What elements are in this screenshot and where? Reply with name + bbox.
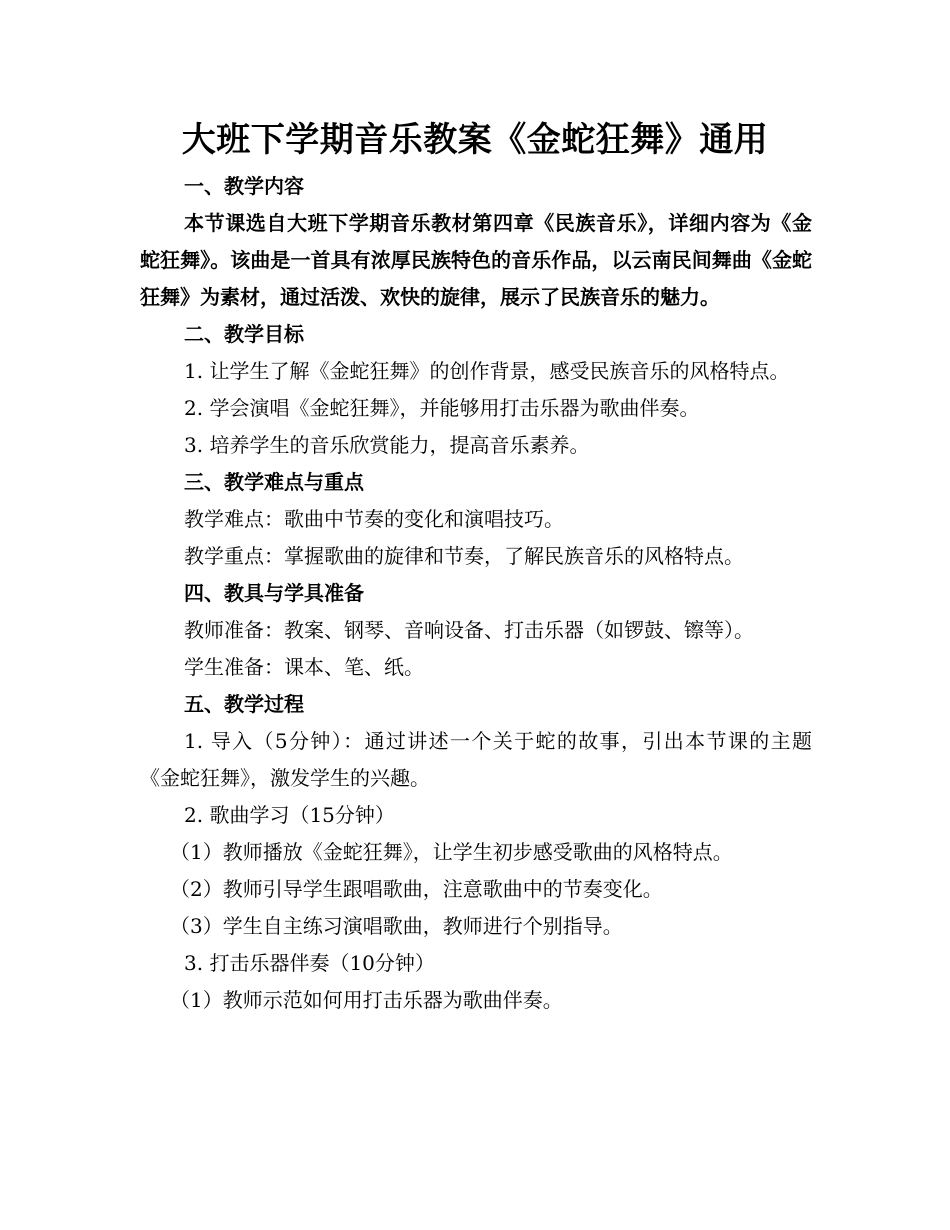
section-heading-difficulties: 三、教学难点与重点 [184, 470, 364, 494]
goal-item: 3. 培养学生的音乐欣赏能力，提高音乐素养。 [184, 433, 590, 457]
student-materials: 学生准备：课本、笔、纸。 [184, 655, 424, 679]
section-heading-materials: 四、教具与学具准备 [184, 581, 364, 605]
teacher-materials: 教师准备：教案、钢琴、音响设备、打击乐器（如锣鼓、镲等）。 [184, 618, 754, 642]
process-subitem: （1）教师示范如何用打击乐器为歌曲伴奏。 [170, 988, 563, 1012]
process-item: 3. 打击乐器伴奏（10分钟） [184, 951, 435, 975]
process-subitem: （2）教师引导学生跟唱歌曲，注意歌曲中的节奏变化。 [170, 877, 663, 901]
section-heading-process: 五、教学过程 [184, 692, 304, 716]
process-item: 1. 导入（5分钟）：通过讲述一个关于蛇的故事，引出本节课的主题《金蛇狂舞》，激发学生的兴趣。 [140, 729, 812, 790]
goal-item: 2. 学会演唱《金蛇狂舞》，并能够用打击乐器为歌曲伴奏。 [184, 396, 700, 420]
goal-item: 1. 让学生了解《金蛇狂舞》的创作背景，感受民族音乐的风格特点。 [184, 359, 790, 383]
teaching-content-paragraph: 本节课选自大班下学期音乐教材第四章《民族音乐》，详细内容为《金蛇狂舞》。该曲是一首具有浓厚民族特色的音乐作品，以云南民间舞曲《金蛇狂舞》为素材，通过活泼、欢快的旋律，展示了民族音乐的魅力。 [140, 211, 812, 309]
process-item: 2. 歌曲学习（15分钟） [184, 803, 395, 827]
document-body [140, 168, 812, 1019]
section-heading-teaching-goals: 二、教学目标 [184, 322, 304, 346]
document-title: 大班下学期音乐教案《金蛇狂舞》通用 [181, 120, 769, 160]
section-heading-teaching-content: 一、教学内容 [184, 174, 304, 198]
difficulty-item: 教学难点：歌曲中节奏的变化和演唱技巧。 [184, 507, 564, 531]
process-subitem: （3）学生自主练习演唱歌曲，教师进行个别指导。 [170, 914, 623, 938]
process-subitem: （1）教师播放《金蛇狂舞》，让学生初步感受歌曲的风格特点。 [170, 840, 733, 864]
key-point-item: 教学重点：掌握歌曲的旋律和节奏，了解民族音乐的风格特点。 [184, 544, 744, 568]
